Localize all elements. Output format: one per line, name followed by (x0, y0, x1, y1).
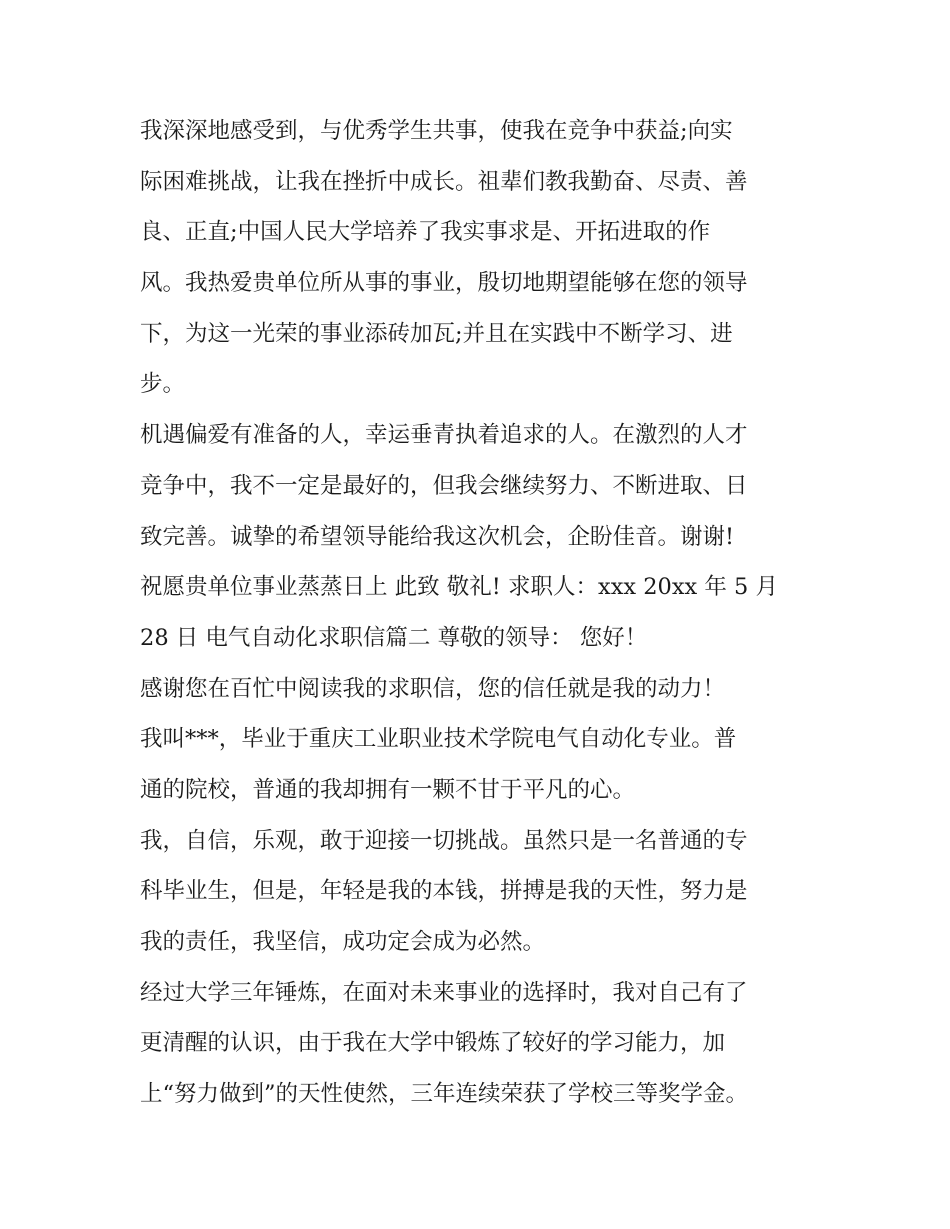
text-line-2: 际困难挑战，让我在挫折中成长。祖辈们教我勤奋、尽责、善 (140, 168, 748, 195)
text-line-10: 祝愿贵单位事业蒸蒸日上 此致 敬礼! 求职人：xxx 20xx 年 5 月 (140, 574, 778, 601)
text-line-6: 步。 (140, 371, 186, 398)
text-line-8: 竞争中，我不一定是最好的，但我会继续努力、不断进取、日 (140, 472, 748, 499)
text-line-19: 更清醒的认识，由于我在大学中锻炼了较好的学习能力，加 (140, 1030, 726, 1057)
text-line-17: 我的责任，我坚信，成功定会成为必然。 (140, 929, 546, 955)
text-line-20: 上“努力做到”的天性使然，三年连续荣获了学校三等奖学金。 (140, 1081, 749, 1108)
text-line-14: 通的院校，普通的我却拥有一颗不甘于平凡的心。 (140, 776, 636, 803)
text-line-15: 我，自信，乐观，敢于迎接一切挑战。虽然只是一名普通的专 (140, 827, 748, 854)
text-line-18: 经过大学三年锤炼，在面对未来事业的选择时，我对自己有了 (140, 979, 748, 1006)
text-line-13: 我叫***，毕业于重庆工业职业技术学院电气自动化专业。普 (140, 726, 737, 753)
text-line-16: 科毕业生，但是，年轻是我的本钱，拼搏是我的天性，努力是 (140, 878, 748, 905)
text-line-9: 致完善。诚挚的希望领导能给我这次机会，企盼佳音。谢谢! (140, 523, 735, 550)
text-line-4: 风。我热爱贵单位所从事的事业，殷切地期望能够在您的领导 (140, 270, 748, 297)
text-line-5: 下，为这一光荣的事业添砖加瓦;并且在实践中不断学习、进 (140, 320, 733, 347)
text-line-3: 良、正直;中国人民大学培养了我实事求是、开拓进取的作 (140, 219, 711, 246)
text-line-12: 感谢您在百忙中阅读我的求职信，您的信任就是我的动力！ (140, 675, 726, 702)
text-line-7: 机遇偏爱有准备的人，幸运垂青执着追求的人。在激烈的人才 (140, 422, 748, 449)
text-line-1: 我深深地感受到，与优秀学生共事，使我在竞争中获益;向实 (140, 118, 733, 144)
document-body (140, 106, 820, 1120)
text-line-11: 28 日 电气自动化求职信篇二 尊敬的领导： 您好！ (140, 624, 648, 651)
